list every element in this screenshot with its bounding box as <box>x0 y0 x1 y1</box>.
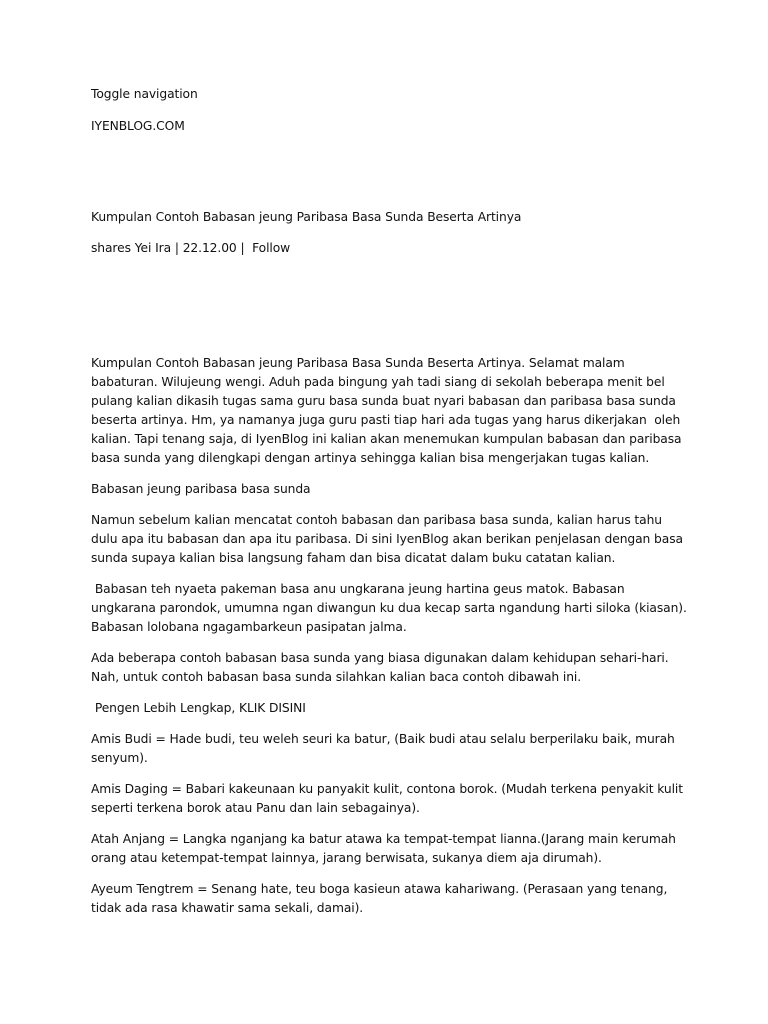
list-item: Amis Budi = Hade budi, teu weleh seuri ka batur, (Baik budi atau selalu berperilaku baik, murah senyum). <box>91 732 679 765</box>
list-item: Atah Anjang = Langka nganjang ka batur atawa ka tempat-tempat lianna.(Jarang main kerumah orang atau ketempat-tempat lainnya, jarang berwisata, sukanya diem aja dirumah). <box>91 832 680 865</box>
section-heading: Babasan jeung paribasa basa sunda <box>91 482 311 496</box>
post-body <box>91 354 691 918</box>
intro-paragraph: Kumpulan Contoh Babasan jeung Paribasa Basa Sunda Beserta Artinya. Selamat malam babaturan. Wilujeung wengi. Aduh pada bingung yah tadi siang di sekolah beberapa menit bel pulang kalian dikasih tugas sama guru basa sunda buat nyari babasan dan paribasa basa sunda beserta artinya. Hm, ya namanya juga guru pasti tiap hari ada tugas yang harus dikerjakan oleh kalian. Tapi tenang saja, di IyenBlog ini kalian akan menemukan kumpulan babasan dan paribasa basa sunda yang dilengkapi dengan artinya sehingga kalian bisa mengerjakan tugas kalian. <box>91 356 686 465</box>
body-paragraph: Namun sebelum kalian mencatat contoh babasan dan paribasa basa sunda, kalian harus tahu dulu apa itu babasan dan apa itu paribasa. Di sini IyenBlog akan berikan penjelasan dengan basa sunda supaya kalian bisa langsung faham dan bisa dicatat dalam buku catatan kalian. <box>91 513 687 565</box>
post-meta <box>91 239 691 258</box>
follow-link[interactable]: Follow <box>252 241 291 255</box>
author-name[interactable]: Yei Ira <box>134 241 172 255</box>
more-link[interactable]: Pengen Lebih Lengkap, KLIK DISINI <box>91 701 306 715</box>
list-item: Amis Daging = Babari kakeunaan ku panyakit kulit, contona borok. (Mudah terkena penyakit kulit seperti terkena borok atau Panu dan lain sebagainya). <box>91 782 687 815</box>
toggle-navigation-button[interactable]: Toggle navigation <box>91 87 198 101</box>
meta-separator: | <box>240 241 245 255</box>
shares-label: shares <box>91 241 131 255</box>
site-brand-link[interactable]: IYENBLOG.COM <box>91 119 185 133</box>
post-date: 22.12.00 <box>182 241 237 255</box>
list-item: Ayeum Tengtrem = Senang hate, teu boga kasieun atawa kahariwang. (Perasaan yang tenang, tidak ada rasa khawatir sama sekali, damai). <box>91 882 672 915</box>
document-page <box>91 85 691 930</box>
post-title: Kumpulan Contoh Babasan jeung Paribasa Basa Sunda Beserta Artinya <box>91 210 522 224</box>
body-paragraph: Babasan teh nyaeta pakeman basa anu ungkarana jeung hartina geus matok. Babasan ungkarana parondok, umumna ngan diwangun ku dua kecap sarta ngandung harti siloka (kiasan). Babasan lolobana ngagambarkeun pasipatan jalma. <box>91 582 691 634</box>
body-paragraph: Ada beberapa contoh babasan basa sunda yang biasa digunakan dalam kehidupan sehari-hari. Nah, untuk contoh babasan basa sunda silahkan kalian baca contoh dibawah ini. <box>91 651 673 684</box>
meta-separator: | <box>174 241 179 255</box>
